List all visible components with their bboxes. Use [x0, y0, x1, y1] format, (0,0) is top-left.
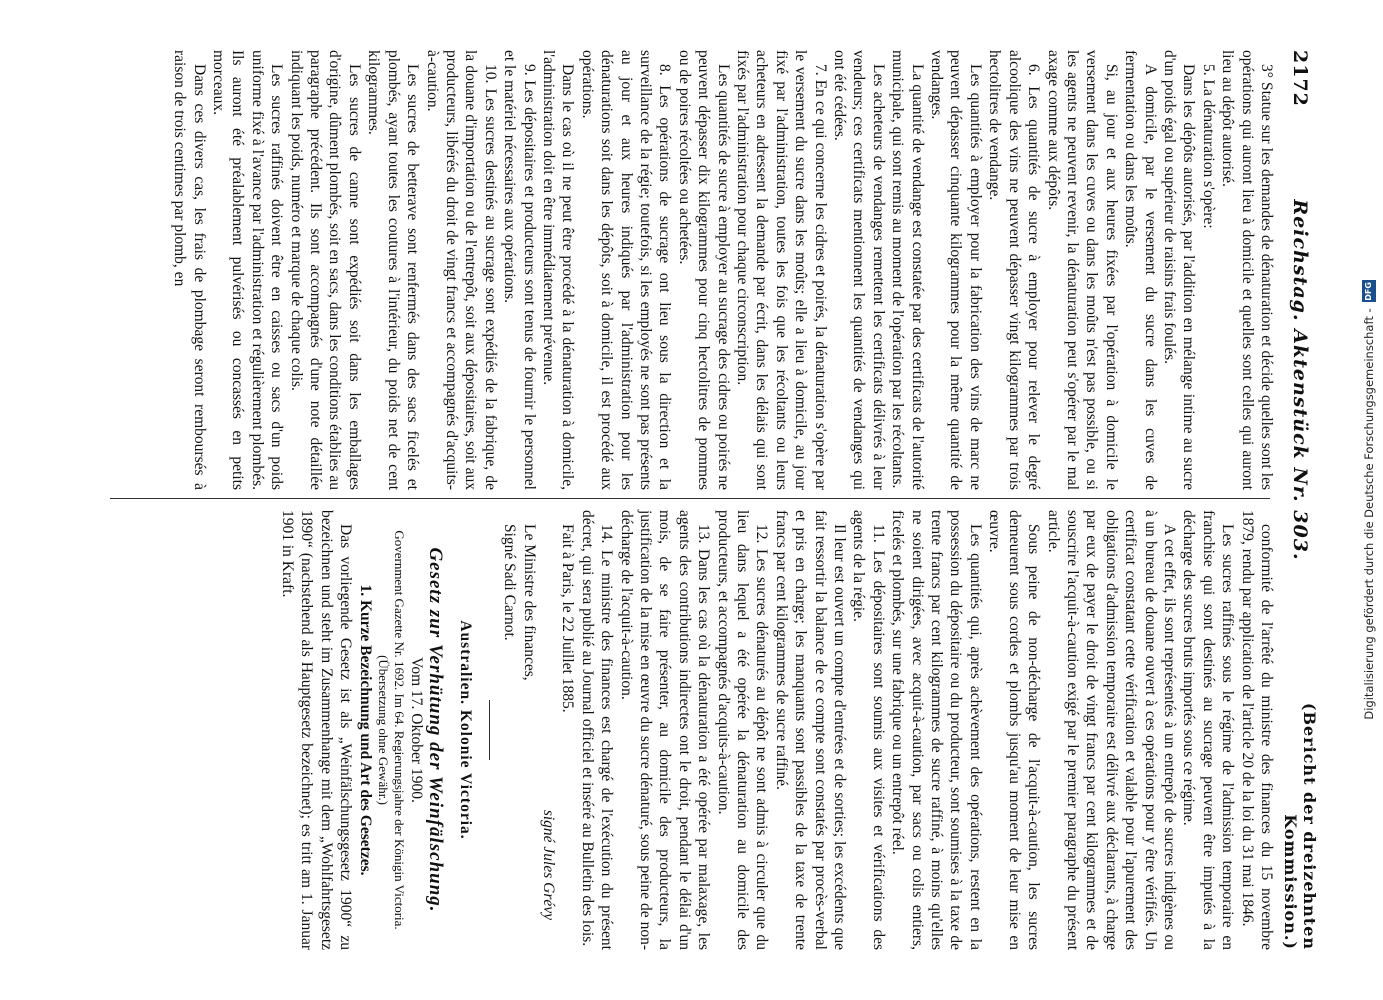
page-number: 2172 — [1289, 50, 1311, 107]
paragraph: Sous peine de non-décharge de l'acquit-à-caution, les sucres demeurent sous cordes et plombs jusqu'au moment de leur mise en œuvre. — [986, 510, 1043, 950]
paragraph: Les sucres de canne sont expédiés soit dans les emballages d'origine, dûment plombés, soit en sacs, dans les conditions établies au paragraphe précédent. Ils sont accompagnés d'une note détaillée indiquant les poids, numéro et marque de chaque colis. — [287, 50, 363, 490]
paragraph: Les sucres de betterave sont renfermés dans des sacs ficelés et plombés, ayant toutes les coutures à l'intérieur, du poids net de cent kilogrammes. — [365, 50, 422, 490]
paragraph: 3° Statue sur les demandes de dénaturation et décide quelles sont les opérations qui auront lieu à domicile et quelles sont celles qui auront lieu au dépôt autorisé. — [1219, 50, 1275, 490]
paragraph: Il leur est ouvert un compte d'entrées et de sorties; les excédents que fait ressortir la balance de ce compte sont constatés par procès-verbal et pris en charge; les manquants sont passibles de la taxe de trente francs par cent kilogrammes de sucre raffiné. — [772, 510, 849, 950]
minister-line: Le Ministre des finances, — [520, 524, 538, 681]
paragraph: Les sucres raffinés doivent être en caisses ou sacs d'un poids uniforme fixé à l'avance par l'administration et régulièrement plombés. Ils auront été préalablement pulvérisés ou concassés en petits morceaux. — [210, 50, 286, 490]
paragraph: Dans ces divers cas, les frais de plombage seront remboursés à raison de trois centimes par plomb, en — [171, 50, 208, 490]
section-heading: 1. Kurze Bezeichnung und Art des Gesetzes. — [356, 584, 374, 876]
place-date: Fait à Paris, le 22 Juillet 1885. — [559, 524, 577, 713]
header-subtitle: (Bericht der dreizehnten Kommission.) — [1281, 702, 1319, 950]
minister-signature: Signé Sadi Carnot. — [501, 524, 519, 641]
paragraph: Les quantités qui, après achèvement des opérations, restent en la possession du dépositaire ou du producteur, sont soumises à la taxe de trente francs par cent kilogrammes de sucre raffiné, à moins qu'elles ne soient dirigées, avec acquit-à-caution, par sacs ou colis entiers, ficelés et plombés, sur une fabrique ou un entrepôt réel. — [889, 510, 984, 950]
paragraph: Dans les dépôts autorisés, par l'addition en mélange intime au sucre d'un poids égal ou supérieur de raisins frais foulés. — [1160, 50, 1198, 490]
paragraph: Les quantités à employer pour la fabrication des vins de marc ne peuvent dépasser cinquante kilogrammes pour la même quantité de vendanges. — [928, 50, 984, 490]
left-column — [170, 50, 1276, 490]
digitization-note — [1358, 0, 1380, 1000]
section-divider — [489, 700, 490, 760]
paragraph: conformité de l'arrêté du ministre des finances du 15 novembre 1879, rendu par application de l'article 20 de la loi du 31 mai 1846. — [1238, 510, 1275, 950]
paragraph: 9. Les dépositaires et producteurs sont tenus de fournir le personnel et le matériel nécessaires aux opérations. — [501, 50, 538, 490]
running-title: Reichstag. Aktenstück Nr. 303. — [1289, 199, 1311, 561]
dfg-logo: DFG — [1362, 280, 1376, 302]
paragraph: 8. Les opérations de sucrage ont lieu sous la direction et la surveillance de la régie; toutefois, si les employés ne sont pas présents au jour et aux heures indiqués par l'administration pour les dénaturations soit dans les dépôts, soit à domicile, il est procédé aux opérations. — [578, 50, 674, 490]
paragraph: 12. Les sucres dénaturés au dépôt ne sont admis à circuler que du lieu dans lequel a été opérée la dénaturation au domicile des producteurs, et accompagnés d'acquits-à-caution. — [714, 510, 771, 950]
paragraph: Les sucres raffinés sous le régime de l'admission temporaire en franchise qui sont destinés au sucrage peuvent être imputés à la décharge des sucres bruts importés sous ce régime. — [1180, 510, 1237, 950]
right-column — [278, 510, 1277, 950]
paragraph: 14. Le ministre des finances est chargé de l'exécution du présent décret, qui sera publié au Journal officiel et inséré au Bulletin des lois. — [578, 510, 616, 950]
paragraph: 6. Les quantités de sucre à employer pour relever le degré alcoolique des vins ne peuvent dépasser vingt kilogrammes par trois hectolitres de vendange. — [986, 50, 1043, 490]
paragraph: 7. En ce qui concerne les cidres et poirés, la dénaturation s'opère par le versement du sucre dans les moûts; elle a lieu à domicile, au jour fixé par l'administration, toutes les fois que les récoltants ou leurs acheteurs en adressent la demande par écrit, dans les délais qui sont fixés par l'administration pour chaque circonscription. — [734, 50, 829, 490]
signature-president: signé Jules Grévy — [539, 809, 557, 920]
paragraph: Si, au jour et aux heures fixées par l'opération à domicile le versement dans les cuves ou dans les moûts n'est pas possible, ou si les agents ne peuvent revenir, la dénaturation peut s'opérer par le mal axage comme aux dépôts. — [1044, 50, 1120, 490]
column-divider — [110, 498, 1270, 499]
paragraph: A domicile, par le versement du sucre dans les cuves de fermentation ou dans les moûts. — [1122, 50, 1159, 490]
paragraph: A cet effet, ils sont représentés à un entrepôt de sucres indigènes ou à un bureau de douane ouvert à ces opérations pour y être vérifiés. Un certificat constatant cette vérification et valable pour l'apurement des obligations d'admission temporaire est délivré aux déclarants, à charge par eux de payer le droit de vingt francs par cent kilogrammes et de souscrire l'acquit-à-caution exigé par le premier paragraphe du présent article. — [1044, 510, 1178, 950]
paragraph: 11. Les dépositaires sont soumis aux visites et vérifications des agents de la régie. — [850, 510, 887, 950]
paragraph: 13. Dans les cas où la dénaturation a été opérée par malaxage, les agents des contributions indirectes ont le droit, pendant le délai d'un mois, de se faire présenter, au domicile des producteurs, la justification de la mise en œuvre du sucre dénaturé, sous peine de non-décharge de l'acquit-à-caution. — [617, 510, 713, 950]
paragraph: La quantité de vendange est constatée par des certificats de l'autorité municipale, qui sont remis au moment de l'opération par les récoltants. — [889, 50, 926, 490]
paragraph: Dans le cas où il ne peut être procédé à la dénaturation à domicile, l'administration doit en être immédiatement prévenue. — [539, 50, 577, 490]
rotated-document-page — [80, 32, 1340, 972]
paragraph: 5. La dénaturation s'opère: — [1199, 64, 1217, 229]
paragraph: Les acheteurs de vendanges remettent les certificats délivrés à leur vendeurs; ces certificats mentionnent les quantités de vendanges qui ont été cédées. — [831, 50, 887, 490]
colony-heading: Australien. Kolonie Victoria. — [456, 620, 474, 840]
digitization-text: Digitalisierung gefördert durch die Deutsche Forschungsgemeinschaft - — [1362, 308, 1376, 720]
page-header — [1280, 50, 1320, 950]
law-date: Vom 17. Oktober 1900. — [407, 657, 425, 803]
translation-note: (Übersetzung ohne Gewähr.) — [375, 655, 391, 805]
gazette-reference: Government Gazette Nr. 1692. Im 64. Regierungsjahre der Königin Victoria. — [391, 530, 407, 930]
paragraph: 10. Les sucres destinés au sucrage sont expédiés de la fabrique, de la douane d'importation ou de l'entrepôt, soit aux dépositaires, soit aux producteurs, libérés du droit de vingt francs et accompagnés d'acquits-à-caution. — [423, 50, 499, 490]
law-title: Gesetz zur Verhütung der Weinfälschung. — [425, 547, 447, 913]
section-text: Das vorliegende Gesetz ist als „Weinfälschungsgesetz 1900“ zu bezeichnen und steht im Zusammenhange mit dem „Wohlfahrtsgesetz 1890“ (nachstehend als Hauptgesetz bezeichnet); es tritt am 1. Januar 1901 in Kraft. — [278, 510, 355, 950]
paragraph: Les quantités de sucre à employer au sucrage des cidres ou poirés ne peuvent dépasser dix kilogrammes pour cinq hectolitres de pommes ou de poires récoltées ou achetées. — [675, 50, 732, 490]
